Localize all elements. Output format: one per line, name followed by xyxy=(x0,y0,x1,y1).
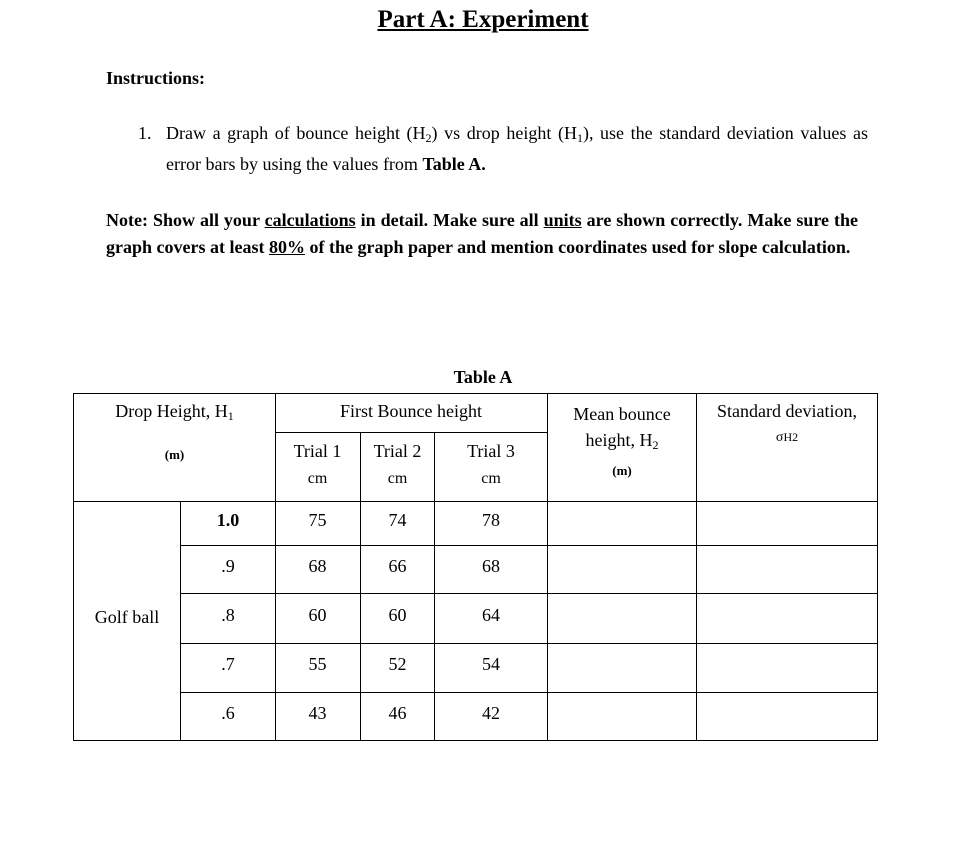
row-group-golf-ball: Golf ball xyxy=(94,607,160,627)
header-trial-2: Trial 2 xyxy=(373,441,422,461)
mean-bounce-input-cell[interactable] xyxy=(548,502,696,545)
header-trial-3-unit: cm xyxy=(481,470,501,487)
mean-bounce-input-cell[interactable] xyxy=(548,594,696,643)
header-mean-unit: (m) xyxy=(612,463,632,478)
trial-2-value: 74 xyxy=(388,510,407,530)
standard-deviation-input-cell[interactable] xyxy=(697,502,877,545)
header-mean-bounce: Mean bounce height, $H_2$ xyxy=(573,404,671,452)
trial-2-value: 66 xyxy=(388,556,407,576)
instruction-item-1 xyxy=(138,120,868,177)
standard-deviation-input-cell[interactable] xyxy=(697,546,877,593)
drop-height-value: .9 xyxy=(221,556,235,576)
drop-height-value: .7 xyxy=(221,654,235,674)
trial-1-value: 55 xyxy=(308,654,327,674)
trial-3-value: 78 xyxy=(482,510,500,530)
standard-deviation-input-cell[interactable] xyxy=(697,644,877,692)
instruction-text: Draw a graph of bounce height $(H_2)$ vs drop height $(H_1)$, use the standard deviation values as error bars by using the values from Table A. xyxy=(166,123,868,174)
drop-height-value: .8 xyxy=(221,605,235,625)
drop-height-value: .6 xyxy=(221,703,235,723)
header-first-bounce: First Bounce height xyxy=(340,401,482,421)
note-paragraph: Note: Show all your calculations in detail. Make sure all units are shown correctly. Make sure the graph covers at least 80% of the graph paper and mention coordinates used for slope calculation. xyxy=(106,210,858,257)
trial-2-value: 60 xyxy=(388,605,407,625)
trial-3-value: 68 xyxy=(482,556,500,576)
trial-3-value: 54 xyxy=(482,654,500,674)
trial-2-value: 52 xyxy=(388,654,407,674)
table-divider xyxy=(275,432,547,433)
page-title: Part A: Experiment xyxy=(377,6,589,33)
drop-height-value: 1.0 xyxy=(216,510,240,530)
trial-1-value: 75 xyxy=(308,510,327,530)
table-reference: Table A. xyxy=(422,154,486,174)
trial-2-value: 46 xyxy=(388,703,407,723)
trial-1-value: 43 xyxy=(308,703,327,723)
header-trial-1: Trial 1 xyxy=(293,441,342,461)
standard-deviation-input-cell[interactable] xyxy=(697,693,877,740)
mean-bounce-input-cell[interactable] xyxy=(548,644,696,692)
header-trial-3: Trial 3 xyxy=(467,441,515,461)
trial-1-value: 60 xyxy=(308,605,327,625)
header-drop-height-unit: (m) xyxy=(164,447,185,462)
table-caption: Table A xyxy=(453,367,513,387)
trial-3-value: 42 xyxy=(482,703,500,723)
mean-bounce-input-cell[interactable] xyxy=(548,546,696,593)
header-trial-2-unit: cm xyxy=(387,470,408,487)
trial-3-value: 64 xyxy=(482,605,500,625)
trial-1-value: 68 xyxy=(308,556,327,576)
header-trial-1-unit: cm xyxy=(307,470,328,487)
data-table xyxy=(73,393,878,741)
header-sigma: σH2 xyxy=(775,430,799,445)
header-drop-height: Drop Height, $H_1$ xyxy=(115,401,234,423)
instructions-heading: Instructions: xyxy=(106,68,206,88)
instruction-number: 1. xyxy=(138,123,152,143)
standard-deviation-input-cell[interactable] xyxy=(697,594,877,643)
mean-bounce-input-cell[interactable] xyxy=(548,693,696,740)
header-standard-deviation: Standard deviation, xyxy=(717,401,857,421)
